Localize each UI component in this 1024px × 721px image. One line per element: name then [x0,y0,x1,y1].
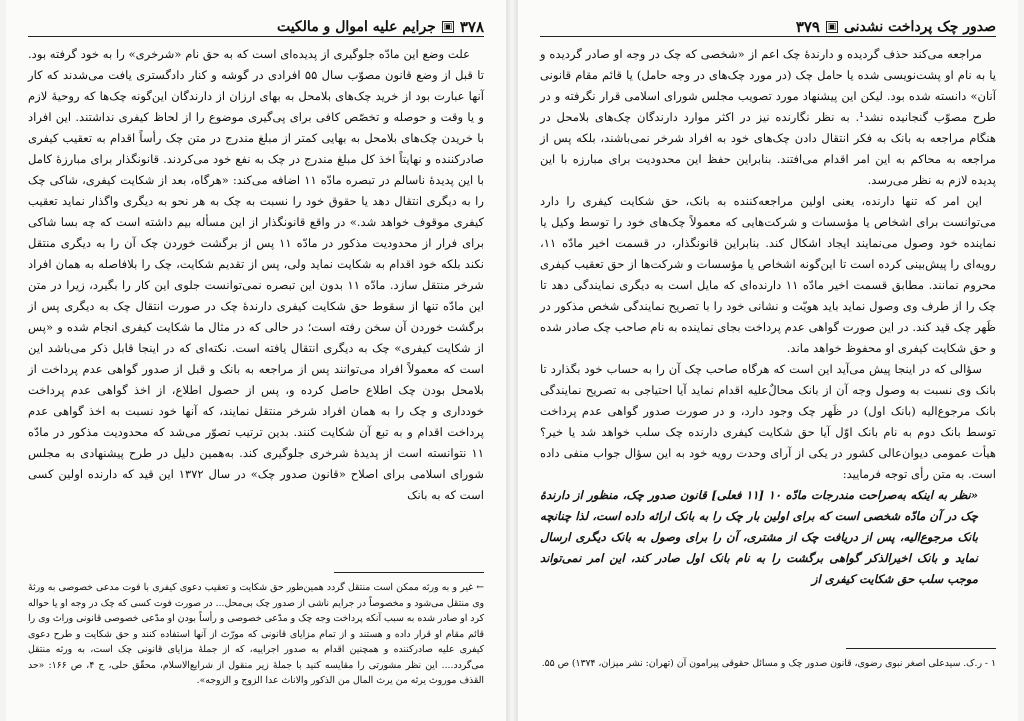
right-page-body [540,44,996,590]
right-running-title: صدور چک پرداخت نشدنی [843,19,996,35]
left-page-body [28,44,484,506]
left-footnote-rule [334,572,484,573]
body-paragraph: علت وضع این مادّه جلوگیری از پدیده‌ای است که به حق نام «شرخری» را به خود گرفته بود. تا قبل از وضع قانون مصوّب سال ۵۵ افرادی در گوشه و کنار دادگستری یافت می‌شدند که کار آنها عبارت بود از خرید چک‌های بلامحل به بهای ارزان از دارندگان این‌گونه چک‌ها که روحیهٔ لازم و یا وقت و حوصله و تخصّص کافی برای پی‌گیری موضوع را از لحاظ کیفری نداشتند. این افراد با خریدن چک‌های بلامحل به بهایی کمتر از مبلغ مندرج در متن چک رأساً اقدام به تعقیب کیفری صادرکننده و نهایتاً اخذ کل مبلغ مندرج در چک به نفع خود می‌کردند. قانونگذار برای مبارزهٔ کامل با این پدیدهٔ ناسالم در تبصره مادّه ۱۱ اضافه می‌کند: «هرگاه، بعد از شکایت کیفری، شاکی چک را به دیگری انتقال دهد یا حقوق خود را نسبت به چک به هر نحو به دیگری واگذار نماید تعقیب کیفری موقوف خواهد شد.» در واقع قانونگذار از این مسأله بیم داشته است که چه بسا شاکی برای فرار از محدودیت مذکور در مادّه ۱۱ پس از برگشت خوردن چک آن را به دیگری منتقل نکند بلکه خود اقدام به شکایت نماید ولی، پس از تقدیم شکایت، چک را بلافاصله به همان افراد شرخر منتقل سازد. مادّه ۱۱ بدون این تبصره نمی‌توانست جلوی این کار را بگیرد، زیرا در متن این مادّه تنها از سقوط حق شکایت کیفری دارندهٔ چک در صورت انتقال چک به دیگری پس از برگشت خوردن آن سخن رفته است؛ در حالی که در مثال ما شکایت کیفری انجام شده و «پس از شکایت کیفری» چک به دیگری انتقال یافته است. نکته‌ای که در اینجا قابل ذکر می‌باشد این است که معمولاً افراد می‌توانند پس از مراجعه به بانک و قبل از صدور گواهی عدم پرداخت از بلامحل بودن چک اطلاع حاصل کرده و، پس از حصول اطلاع، از اخذ گواهی عدم پرداخت خودداری و چک را به همان افراد شرخر منتقل نمایند، که آنها خود نسبت به اخذ گواهی عدم پرداخت اقدام و به تبع آن شکایت کنند. بدین ترتیب تصوّر می‌شد که محدودیت مذکور در مادّه ۱۱ نتوانسته است از پدیدهٔ شرخری جلوگیری کند. به‌همین دلیل در طرح پیشنهادی به مجلس شورای اسلامی برای اصلاح «قانون صدور چک» در سال ۱۳۷۲ این قید که دارنده اولین کسی است که به بانک [28,47,485,502]
left-page-heading [277,18,484,36]
left-footnote: ← غیر و به ورثه ممکن است منتقل گردد همین‌طور حق شکایت و تعقیب دعوی کیفری با فوت مدعی خصوصی به ورثهٔ وی منتقل می‌شود و مخصوصاً در جرایم ناشی از صدور چک بی‌محل... در صورت فوت کسی که چک در وجه او یا حواله کرد او صادر شده به سبب آنکه پرداخت وجه چک و مدّعی خصوصی و رأساً بودن او مدّعی خصوصی قانونی وراث وی را قائم مقام او قرار داده و هستند و از تمام مزایای قانونی که مورّث از آنها استفاده کنند و حق شکایت و طرح دعوی کیفری علیه صادرکننده و همچنین اقدام به صدور اجراییه، که از جملهٔ مزایای قانونی چک است، به ورثه منتقل می‌گردد.... این نظر مشورتی را مقایسه کنید با جملهٔ زیر منقول از شرایع‌الاسلام، محقّق حلی، ج ۴، ص ۱۶۶: «حد القذف موروث یرثه من یرث المال من الذکور والاناث عدا الزوج و الزوجه». [28,582,485,686]
left-page [6,0,506,721]
left-page-header [28,14,484,37]
square-box-icon: ▣ [443,22,453,32]
left-running-title: جرایم علیه اموال و مالکیت [276,19,436,35]
book-gutter [506,0,518,721]
right-page-header [540,14,996,37]
right-footnote-rule [846,648,996,649]
right-page-heading [796,18,996,36]
verdict-quote: «نظر به اینکه به‌صراحت مندرجات مادّه ۱۰ [۱۱ فعلی] قانون صدور چک، منظور از دارندهٔ چک در آن مادّه شخصی است که برای اولین بار چک را به بانک ارائه داده است، لذا چنانچه بانک مرجوع‌الیه، پس از دریافت چک از مشتری، آن را برای وصول به بانک دیگری ارسال نماید و بانک اخیرالذکر گواهی برگشت را به نام بانک اول صادر کند، این امر نمی‌تواند موجب سلب حق شکایت کیفری از [540,488,978,586]
body-paragraph: سؤالی که در اینجا پیش می‌آید این است که هرگاه صاحب چک آن را به حساب خود بگذارد تا بانک وی نسبت به وصول وجه آن از بانک محالٌ‌علیه اقدام نماید آیا احتیاجی به تصریح نمایندگی بانک مرجوع‌الیه (بانک اول) در ظَهر چک وجود دارد، و در صورت صدور گواهی عدم پرداخت توسط بانک دوم به نام بانک اوّل آیا حق شکایت کیفری دارنده چک سلب خواهد شد یا خیر؟ هیأت عمومی دیوان‌عالی کشور در یکی از آرای وحدت رویه خود به این سؤال جواب منفی داده است. به متن رأی توجه فرمایید: [540,362,996,481]
body-paragraph: این امر که تنها دارنده، یعنی اولین مراجعه‌کننده به بانک، حق شکایت کیفری را دارد می‌توانست برای اشخاص یا مؤسسات و شرکت‌هایی که معمولاً چک‌های خود را توسط وکیل یا نماینده خود وصول می‌نمایند ایجاد اشکال کند. بنابراین قانونگذار، در قسمت اخیر مادّه ۱۱، رویه‌ای را پیش‌بینی کرده است تا این‌گونه اشخاص یا مؤسسات و شرکت‌ها از حق تعقیب کیفری محروم نمانند. مطابق قسمت اخیر مادّه ۱۱ دارنده‌ای که مایل است به دیگری نمایندگی دهد تا چک را از طرف وی وصول نماید باید هویّت و نشانی خود را با تصریح نمایندگی شخص مذکور در ظَهر چک قید کند. در این صورت گواهی عدم پرداخت بجای نماینده به نام صاحب چک صادر شده و حق شکایت کیفری او محفوظ خواهد ماند. [540,194,996,355]
right-page [518,0,1018,721]
left-page-number: ۳۷۸ [459,18,484,36]
body-paragraph: مراجعه می‌کند حذف گردیده و دارندهٔ چک اعم از «شخصی که چک در وجه او صادر گردیده و یا به نام او پشت‌نویسی شده یا حامل چک (در مورد چک‌های در وجه حامل) یا قائم مقام قانونی آنان» دانسته شده بود. لیکن این پیشنهاد مورد تصویب مجلس شورای اسلامی قرار نگرفته و در طرح مصوّب گنجانیده نشد¹. به نظر نگارنده نیز در اکثر موارد دارندگان چک‌های بلامحل در هنگام مراجعه به بانک به فکر انتقال دادن چک‌های خود به افراد شرخر نمی‌باشند، بلکه پس از مراجعه به محاکم به این امر اقدام می‌افتند. بنابراین حفظ این محدودیت برای مبارزه با این پدیده لازم به نظر می‌رسد. [540,47,996,187]
right-footnote: ۱ - ر.ک. سیدعلی اصغر نبوی رضوی، قانون صدور چک و مسائل حقوقی پیرامون آن (تهران: نشر میزان، ۱۳۷۴) ص ۵۵. [541,658,996,669]
right-page-number: ۳۷۹ [795,18,820,36]
square-box-icon: ▣ [827,22,837,32]
